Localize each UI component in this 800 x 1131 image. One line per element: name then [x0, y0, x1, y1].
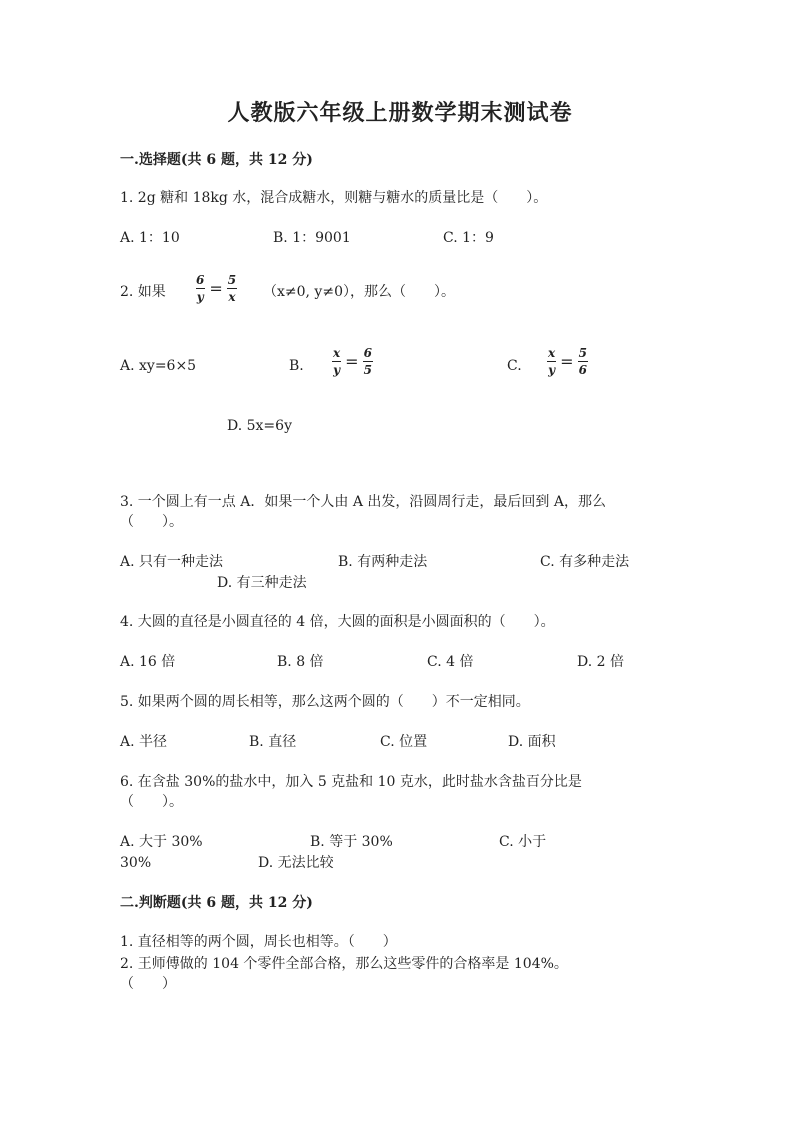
numerator: 6: [363, 346, 372, 360]
denominator: y: [548, 363, 556, 377]
q2-option-b-label: B.: [289, 358, 304, 374]
question-3-line2: （ ）。: [120, 514, 183, 530]
q4-option-c: C. 4 倍: [427, 654, 474, 670]
q2-option-a: A. xy=6×5: [120, 358, 197, 374]
question-2-prefix: 2. 如果: [120, 284, 166, 300]
equals-sign: =: [560, 351, 574, 371]
q6-option-c: C. 小于: [499, 834, 547, 850]
question-1: 1. 2g 糖和 18kg 水，混合成糖水，则糖与糖水的质量比是（ ）。: [120, 190, 548, 206]
q3-option-c: C. 有多种走法: [540, 554, 630, 570]
q2-option-c-label: C.: [507, 358, 522, 374]
equals-sign: =: [209, 278, 223, 298]
q3-option-b: B. 有两种走法: [338, 554, 428, 570]
q1-option-a: A. 1：10: [120, 230, 180, 246]
fraction: [363, 347, 373, 376]
numerator: x: [548, 346, 556, 360]
judgement-1: 1. 直径相等的两个圆，周长也相等。（ ）: [120, 934, 397, 950]
equals-sign: =: [345, 351, 359, 371]
q1-option-c: C. 1：9: [443, 230, 494, 246]
fraction: [578, 347, 588, 376]
q6-option-d: D. 无法比较: [258, 855, 334, 871]
fraction: [195, 274, 205, 303]
judgement-2-line2: （ ）: [120, 976, 176, 992]
denominator: y: [196, 290, 204, 304]
page-title: 人教版六年级上册数学期末测试卷: [227, 100, 573, 126]
question-3-line1: 3. 一个圆上有一点 A．如果一个人由 A 出发，沿圆周行走，最后回到 A，那么: [120, 494, 606, 510]
q4-option-b: B. 8 倍: [277, 654, 324, 670]
section-heading-judgement: 二.判断题(共 6 题，共 12 分): [120, 895, 313, 911]
numerator: 5: [227, 273, 237, 287]
q3-option-a: A. 只有一种走法: [120, 554, 224, 570]
q4-option-a: A. 16 倍: [120, 654, 176, 670]
section-heading-choice: 一.选择题(共 6 题，共 12 分): [120, 152, 313, 168]
fraction: [332, 347, 341, 376]
q5-option-d: D. 面积: [508, 734, 556, 750]
question-6-line1: 6. 在含盐 30%的盐水中，加入 5 克盐和 10 克水，此时盐水含盐百分比是: [120, 774, 582, 790]
fraction: [547, 347, 556, 376]
q3-option-d: D. 有三种走法: [217, 575, 307, 591]
q4-option-d: D. 2 倍: [577, 654, 624, 670]
question-2-suffix: （x≠0, y≠0），那么（ ）。: [263, 284, 455, 300]
judgement-2-line1: 2. 王师傅做的 104 个零件全部合格，那么这些零件的合格率是 104%。: [120, 956, 568, 972]
question-4: 4. 大圆的直径是小圆直径的 4 倍，大圆的面积是小圆面积的（ ）。: [120, 614, 555, 630]
q6-option-c-continued: 30%: [120, 855, 152, 871]
denominator: 5: [363, 363, 372, 377]
denominator: x: [228, 290, 236, 304]
numerator: 6: [196, 273, 205, 287]
numerator: x: [333, 346, 341, 360]
fraction: [227, 274, 237, 303]
q2-condition-equation: [195, 274, 237, 303]
question-6-line2: （ ）。: [120, 794, 183, 810]
numerator: 5: [578, 346, 587, 360]
denominator: y: [333, 363, 341, 377]
q5-option-a: A. 半径: [120, 734, 168, 750]
q6-option-b: B. 等于 30%: [310, 834, 393, 850]
denominator: 6: [578, 363, 587, 377]
q2-option-d: D. 5x=6y: [227, 418, 292, 434]
question-5: 5. 如果两个圆的周长相等，那么这两个圆的（ ）不一定相同。: [120, 694, 530, 710]
q6-option-a: A. 大于 30%: [120, 834, 203, 850]
q1-option-b: B. 1：9001: [273, 230, 351, 246]
q2-option-b-equation: [332, 347, 373, 376]
q5-option-b: B. 直径: [249, 734, 297, 750]
q5-option-c: C. 位置: [380, 734, 428, 750]
q2-option-c-equation: [547, 347, 588, 376]
